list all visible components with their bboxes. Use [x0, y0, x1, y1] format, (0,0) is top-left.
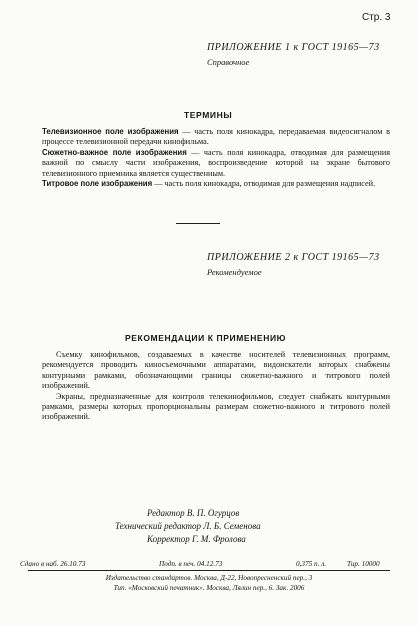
recommendations-body	[42, 350, 390, 423]
meta-sheets: 0,375 п. л.	[296, 560, 327, 568]
term-name: Сюжетно-важное поле изображения	[42, 147, 187, 157]
term-item-1	[42, 127, 390, 148]
footer-printer: Тип. «Московский печатник». Москва, Лялин пер., 6. Зак. 2006	[113, 584, 305, 592]
appendix-2-title: ПРИЛОЖЕНИЕ 2 к ГОСТ 19165—73	[207, 252, 380, 263]
appendix-2-subtitle: Рекомендуемое	[207, 267, 262, 277]
term-definition: — часть поля кинокадра, отводимая для размещения важной по смыслу части изображения, воспроизведение которой на экране бытового телевизионного приемника является существенным.	[42, 147, 390, 178]
section-divider	[176, 223, 220, 224]
appendix-1-subtitle: Справочное	[207, 57, 250, 67]
recommendations-heading: РЕКОМЕНДАЦИИ К ПРИМЕНЕНИЮ	[125, 333, 287, 343]
meta-run: Тир. 10000	[347, 560, 380, 568]
meta-sent: Сдано в наб. 26.10.73	[20, 560, 86, 568]
credit-tech-editor: Технический редактор Л. Б. Семенова	[115, 521, 261, 531]
footer-publisher: Издательство стандартов. Москва, Д-22, Новопресненский пер., 3	[105, 574, 313, 582]
recommendation-paragraph: Съемку кинофильмов, создаваемых в качестве носителей телевизионных программ, рекомендуется проводить киносъемочными аппаратами, видоискатели которых снабжены контурными рамками, обозначающими границы сюжетно-важного и титрового полей изображений.	[42, 350, 390, 391]
term-name: Титровое поле изображения	[42, 179, 153, 189]
term-definition: — часть поля кинокадра, передаваемая видеосигналом в процессе телевизионной передачи кинофильма.	[42, 127, 391, 147]
term-item-2	[42, 148, 390, 179]
appendix-1-title: ПРИЛОЖЕНИЕ 1 к ГОСТ 19165—73	[207, 42, 380, 53]
footer-rule	[28, 570, 390, 571]
credit-proofreader: Корректор Г. М. Фролова	[147, 534, 246, 544]
terms-list	[42, 127, 390, 189]
term-definition: — часть поля кинокадра, отводимая для размещения надписей.	[152, 179, 376, 189]
term-item-3	[42, 179, 390, 189]
terms-heading: ТЕРМИНЫ	[184, 110, 233, 120]
meta-signed: Подп. в печ. 04.12.73	[159, 560, 223, 568]
page-number: Стр. 3	[362, 12, 391, 23]
credit-editor: Редактор В. П. Огурцов	[147, 508, 240, 518]
term-name: Телевизионное поле изображения	[42, 127, 179, 136]
recommendation-paragraph: Экраны, предназначенные для контроля телекинофильмов, следует снабжать контурными рамками, размеры которых пропорциональны размерам сюжетно-важного и титрового полей изображений.	[42, 391, 390, 422]
